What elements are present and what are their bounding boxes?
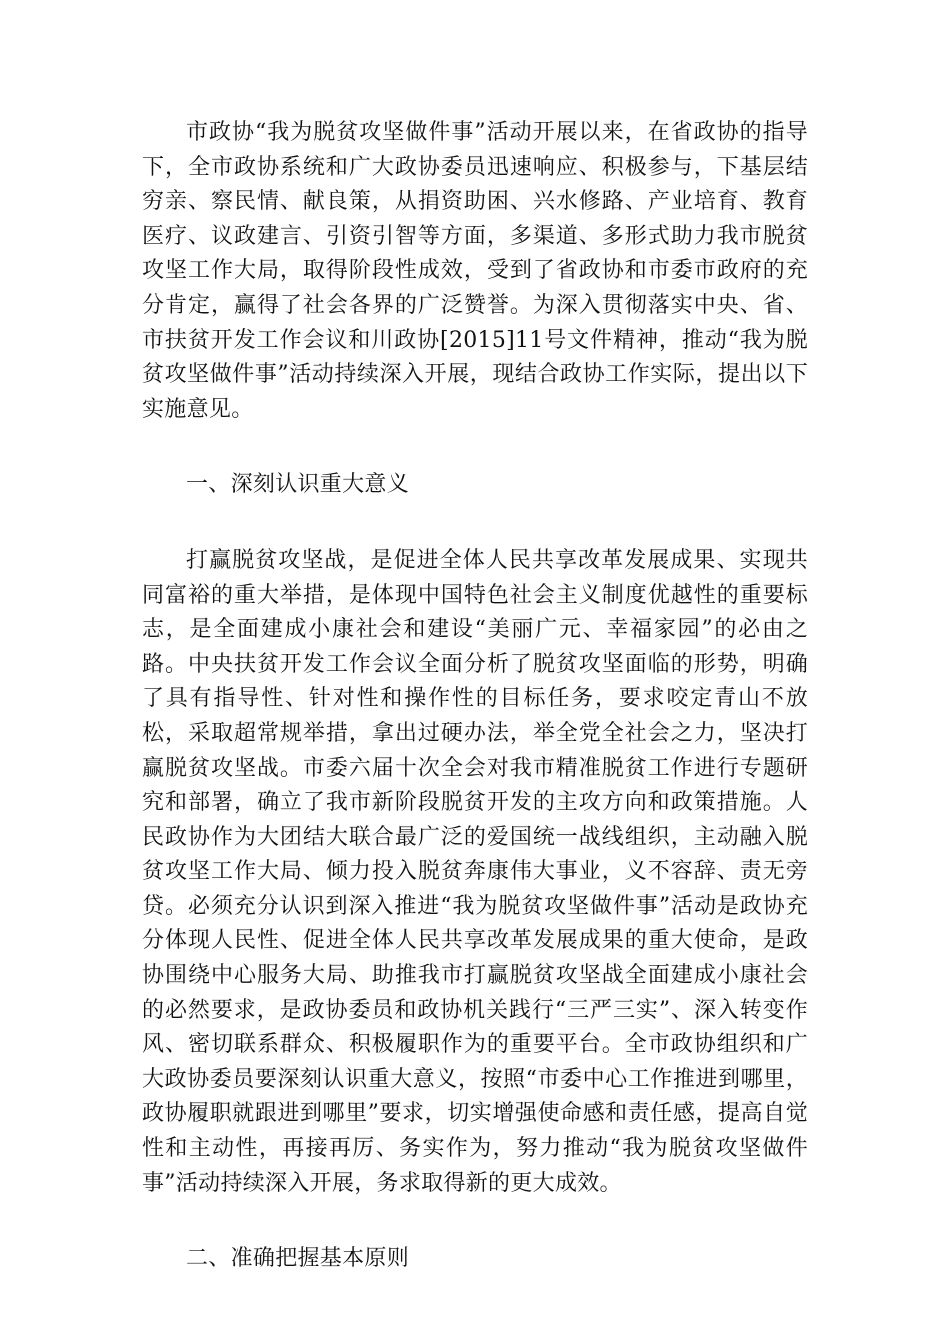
section-heading-2: 二、准确把握基本原则 (186, 1246, 410, 1272)
section-1-paragraph: 打赢脱贫攻坚战，是促进全体人民共享改革发展成果、实现共同富裕的重大举措，是体现中国特色社会主义制度优越性的重要标志，是全面建成小康社会和建设“美丽广元、幸福家园”的必由之路。中央扶贫开发工作会议全面分析了脱贫攻坚面临的形势，明确了具有指导性、针对性和操作性的目标任务，要求咬定青山不放松，采取超常规举措，拿出过硬办法，举全党全社会之力，坚决打赢脱贫攻坚战。市委六届十次全会对我市精准脱贫工作进行专题研究和部署，确立了我市新阶段脱贫开发的主攻方向和政策措施。人民政协作为大团结大联合最广泛的爱国统一战线组织，主动融入脱贫攻坚工作大局、倾力投入脱贫奔康伟大事业，义不容辞、责无旁贷。必须充分认识到深入推进“我为脱贫攻坚做件事”活动是政协充分体现人民性、促进全体人民共享改革发展成果的重大使命，是政协围绕中心服务大局、助推我市打赢脱贫攻坚战全面建成小康社会的必然要求，是政协委员和政协机关践行“三严三实”、深入转变作风、密切联系群众、积极履职作为的重要平台。全市政协组织和广大政协委员要深刻认识重大意义，按照“市委中心工作推进到哪里，政协履职就跟进到哪里”要求，切实增强使命感和责任感，提高自觉性和主动性，再接再厉、务实作为，努力推动“我为脱贫攻坚做件事”活动持续深入开展，务求取得新的更大成效。 (142, 547, 808, 1196)
intro-paragraph: 市政协“我为脱贫攻坚做件事”活动开展以来，在省政协的指导下，全市政协系统和广大政协委员迅速响应、积极参与，下基层结穷亲、察民情、献良策，从捐资助困、兴水修路、产业培育、教育医疗、议政建言、引资引智等方面，多渠道、多形式助力我市脱贫攻坚工作大局，取得阶段性成效，受到了省政协和市委市政府的充分肯定，赢得了社会各界的广泛赞誉。为深入贯彻落实中央、省、市扶贫开发工作会议和川政协[2015]11号文件精神，推动“我为脱贫攻坚做件事”活动持续深入开展，现结合政协工作实际，提出以下实施意见。 (142, 120, 808, 422)
section-heading-1: 一、深刻认识重大意义 (186, 472, 410, 498)
document-page (142, 116, 808, 1277)
